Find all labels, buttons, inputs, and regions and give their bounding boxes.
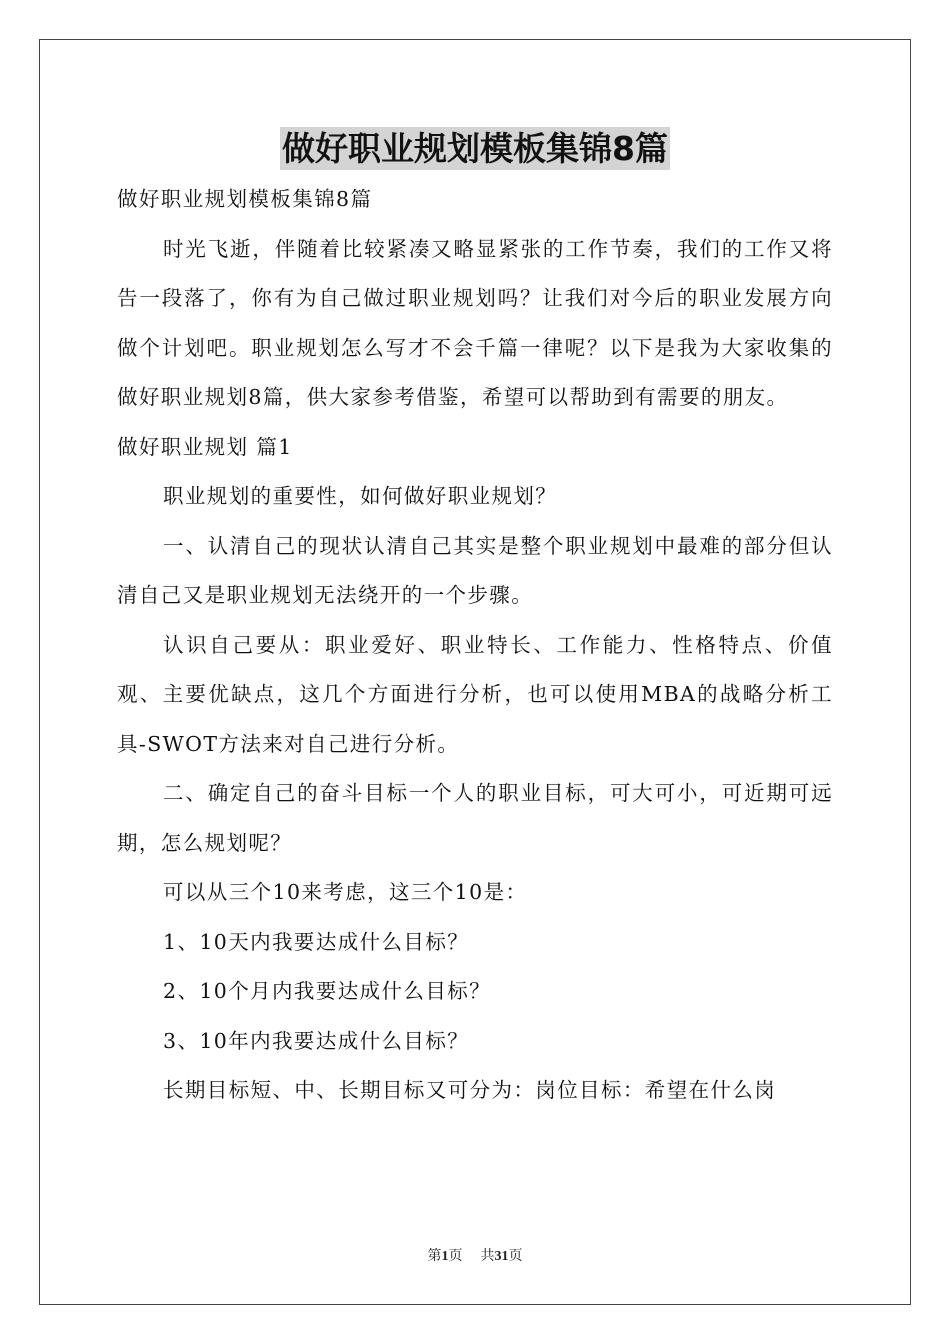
body-paragraph: 2、10个月内我要达成什么目标？ xyxy=(163,979,492,1003)
document-title-text: 做好职业规划模板集锦8篇 xyxy=(282,129,668,168)
body-paragraph: 3、10年内我要达成什么目标？ xyxy=(163,1028,470,1053)
body-paragraph: 职业规划的重要性，如何做好职业规划？ xyxy=(163,484,558,508)
document-body xyxy=(117,175,833,1116)
body-paragraph: 长期目标短、中、长期目标又可分为：岗位目标：希望在什么岗 xyxy=(163,1078,777,1102)
body-paragraph: 二、确定自己的奋斗目标一个人的职业目标，可大可小，可近期可远期，怎么规划呢？ xyxy=(117,781,833,855)
page-unit: 页 xyxy=(448,1249,463,1264)
body-paragraph: 做好职业规划模板集锦8篇 xyxy=(117,187,373,211)
body-paragraph: 认识自己要从：职业爱好、职业特长、工作能力、性格特点、价值观、主要优缺点，这几个方面进行分析，也可以使用MBA的战略分析工具-SWOT方法来对自己进行分析。 xyxy=(117,632,833,756)
body-paragraph: 一、认清自己的现状认清自己其实是整个职业规划中最难的部分但认清自己又是职业规划无法绕开的一个步骤。 xyxy=(117,533,833,607)
body-paragraph: 时光飞逝，伴随着比较紧凑又略显紧张的工作节奏，我们的工作又将告一段落了，你有为自己做过职业规划吗？让我们对今后的职业发展方向做个计划吧。职业规划怎么写才不会千篇一律呢？以下是我为大家收集的做好职业规划8篇，供大家参考借鉴，希望可以帮助到有需要的朋友。 xyxy=(117,236,833,409)
total-unit: 页 xyxy=(508,1249,523,1264)
body-paragraph: 做好职业规划 篇1 xyxy=(117,434,293,459)
page-footer xyxy=(0,1248,950,1266)
document-title xyxy=(0,122,950,176)
total-page-count: 31 xyxy=(494,1249,509,1264)
current-page-number: 1 xyxy=(441,1249,449,1264)
page-prefix: 第 xyxy=(427,1249,442,1264)
body-paragraph: 1、10天内我要达成什么目标？ xyxy=(163,929,470,954)
body-paragraph: 可以从三个10来考虑，这三个10是： xyxy=(163,880,528,904)
total-prefix: 共 xyxy=(480,1249,495,1264)
